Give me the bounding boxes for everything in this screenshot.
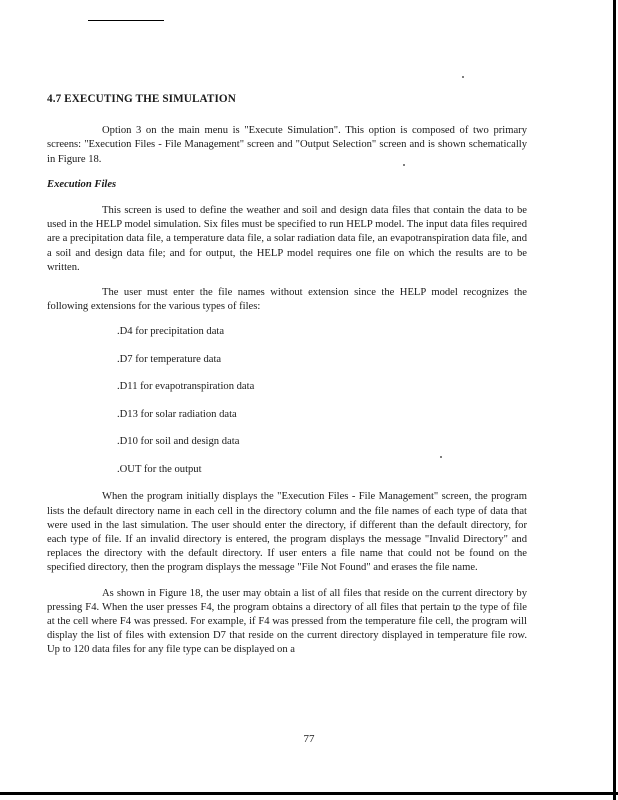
execution-files-paragraph-2: The user must enter the file names without extension since the HELP model recognizes the following extensions for the various types of files: bbox=[47, 287, 527, 313]
extension-item: .D7 for temperature data bbox=[117, 353, 222, 365]
extension-item: .D13 for solar radiation data bbox=[117, 408, 237, 420]
execution-files-paragraph-1: This screen is used to define the weather and soil and design data files that contain the data to be used in the HELP model simulation. Six files must be specified to run HELP model. The input data files required are a precipitation data file, a temperature data file, a solar radiation data file, an evapotranspiration data file, and a soil and design data file; and for output, the HELP model requires one file on which the results are to be written. bbox=[47, 205, 527, 273]
page-number: 77 bbox=[303, 733, 315, 745]
intro-paragraph: Option 3 on the main menu is "Execute Simulation". This option is composed of two primary screens: "Execution Files - File Management" screen and "Output Selection" screen and is shown schematically in Figure 18. bbox=[47, 125, 527, 165]
scan-right-edge bbox=[613, 0, 616, 800]
execution-files-paragraph-4: As shown in Figure 18, the user may obtain a list of all files that reside on the current directory by pressing F4. When the user presses F4, the program obtains a directory of all files that pertain to the type of file at the cell where F4 was pressed. For example, if F4 was pressed from the temperature file cell, the program will display the list of files with extension D7 that reside on the current directory displayed in temperature file row. Up to 120 data files for any file type can be displayed on a bbox=[47, 587, 527, 656]
extension-item: .D11 for evapotranspiration data bbox=[117, 381, 255, 393]
scan-top-rule bbox=[88, 20, 164, 21]
extension-item: .D4 for precipitation data bbox=[117, 326, 225, 338]
subheading-execution-files: Execution Files bbox=[47, 178, 117, 190]
extension-item: .OUT for the output bbox=[117, 463, 202, 475]
execution-files-paragraph-3: When the program initially displays the "Execution Files - File Management" screen, the program lists the default directory name in each cell in the directory column and the file names of each type of data that were used in the last simulation. The user should enter the directory, if different than the default directory, for each type of file. If an invalid directory is entered, the program displays the message "Invalid Directory" and replaces the directory with the default directory. If user enters a file name that could not be found on the specified directory, then the program displays the message "File Not Found" and erases the file name. bbox=[47, 491, 527, 574]
scan-bottom-edge bbox=[0, 792, 618, 795]
extension-list bbox=[47, 325, 527, 477]
section-heading: 4.7 EXECUTING THE SIMULATION bbox=[47, 93, 236, 105]
extension-item: .D10 for soil and design data bbox=[117, 436, 240, 448]
scan-speck bbox=[462, 76, 464, 78]
document-page bbox=[47, 92, 527, 669]
